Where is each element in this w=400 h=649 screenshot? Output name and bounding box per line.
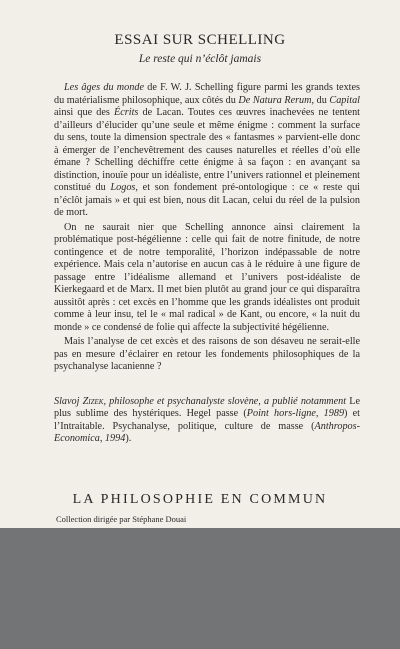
blurb-paragraph-3: Mais l’analyse de cet excès et des raisons de son désaveu ne serait-elle pas en mesure d’éclairer en retour les fondements philosophiques de la psychanalyse lacanienne ? xyxy=(54,336,360,372)
blurb-paragraph-1-run: Les âges du monde xyxy=(64,82,144,93)
author-bibliography-run: Point hors-ligne, 1989 xyxy=(246,408,345,419)
book-subtitle: Le reste qui n’éclôt jamais xyxy=(138,53,262,65)
series-name: LA PHILOSOPHIE EN COMMUN xyxy=(72,492,328,507)
blurb-paragraph-1-run: , et son fondement pré-ontologique : ce « reste qui n’éclôt jamais » et qui est bien, nous dit Lacan, celui du réel de la pulsion de mort. xyxy=(54,182,361,218)
author-bibliography-run: ) et l’Intraitable. Psychanalyse, politique, culture de masse ( xyxy=(54,408,360,432)
author-bibliography-run: ). xyxy=(125,433,132,444)
author-first-name: Slavoj xyxy=(54,395,83,407)
blurb xyxy=(54,82,360,446)
blurb-paragraph-1-run: Capital xyxy=(329,94,360,106)
blurb-paragraph-1-run: , du xyxy=(311,94,330,106)
author-last-name: Zizek xyxy=(82,395,104,407)
blurb-paragraph-1-run: ainsi que des xyxy=(54,107,115,118)
collection-director: Collection dirigée par Stéphane Douai xyxy=(56,514,187,524)
author-bibliography-run: Anthropos-Economica, 1994 xyxy=(54,420,360,444)
author-bio xyxy=(54,396,360,446)
blurb-paragraph-2: On ne saurait nier que Schelling annonce ainsi clairement la problématique post-hégélienne : celle qui fait de notre finitude, de notre contingence et de notre temporalité, l’horizon indépassable de notre expérience. Mais cela n’autorise en aucun cas à le réduire à une figure de passage entre l’idéalisme allemand et l’univers post-idéaliste de Kierkegaard et de Marx. Il met bien plutôt au grand jour ce qui disparaîtra aussitôt après : cet excès en l’homme que les grands idéalistes ont produit comme à leur insu, tel le « mal radical » de Kant, ou encore, « la nuit du monde » ce condensé de folie qui affecte la subjectivité hégélienne. xyxy=(54,221,360,333)
blurb-paragraph-1 xyxy=(54,82,360,220)
author-bibliography-run: Le plus sublime des hystériques. Hegel passe ( xyxy=(54,395,360,419)
blurb-paragraph-1-run: de Lacan. Toutes ces œuvres inachevées ne tentent d’ailleurs d’élucider qu’une seule et même énigme : comment la surface du sens, toute la dimension spectrale des « fantasmes » parvient-elle donc à émerger de l’enchevêtrement des causes naturelles et réelles d’où elle émane ? Schelling déchiffre cette énigme à sa façon : en avançant sa distinction, inouïe pour un idéaliste, entre l’univers rationnel et pleinement constitué du xyxy=(54,107,360,193)
author-role: , philosophe et psychanalyste slovène, a publié notamment xyxy=(103,395,347,407)
blurb-paragraph-1-run: Logos xyxy=(110,182,136,193)
blurb-paragraph-1-run: Écrits xyxy=(114,107,139,118)
blurb-paragraph-1-run: De Natura Rerum xyxy=(238,94,312,106)
blurb-paragraph-1-run: de F. W. J. Schelling figure parmi les grands textes du matérialisme philosophique, aux côtés du xyxy=(54,82,360,106)
cover-bottom-band xyxy=(0,528,400,649)
book-title: ESSAI SUR SCHELLING xyxy=(114,32,286,48)
